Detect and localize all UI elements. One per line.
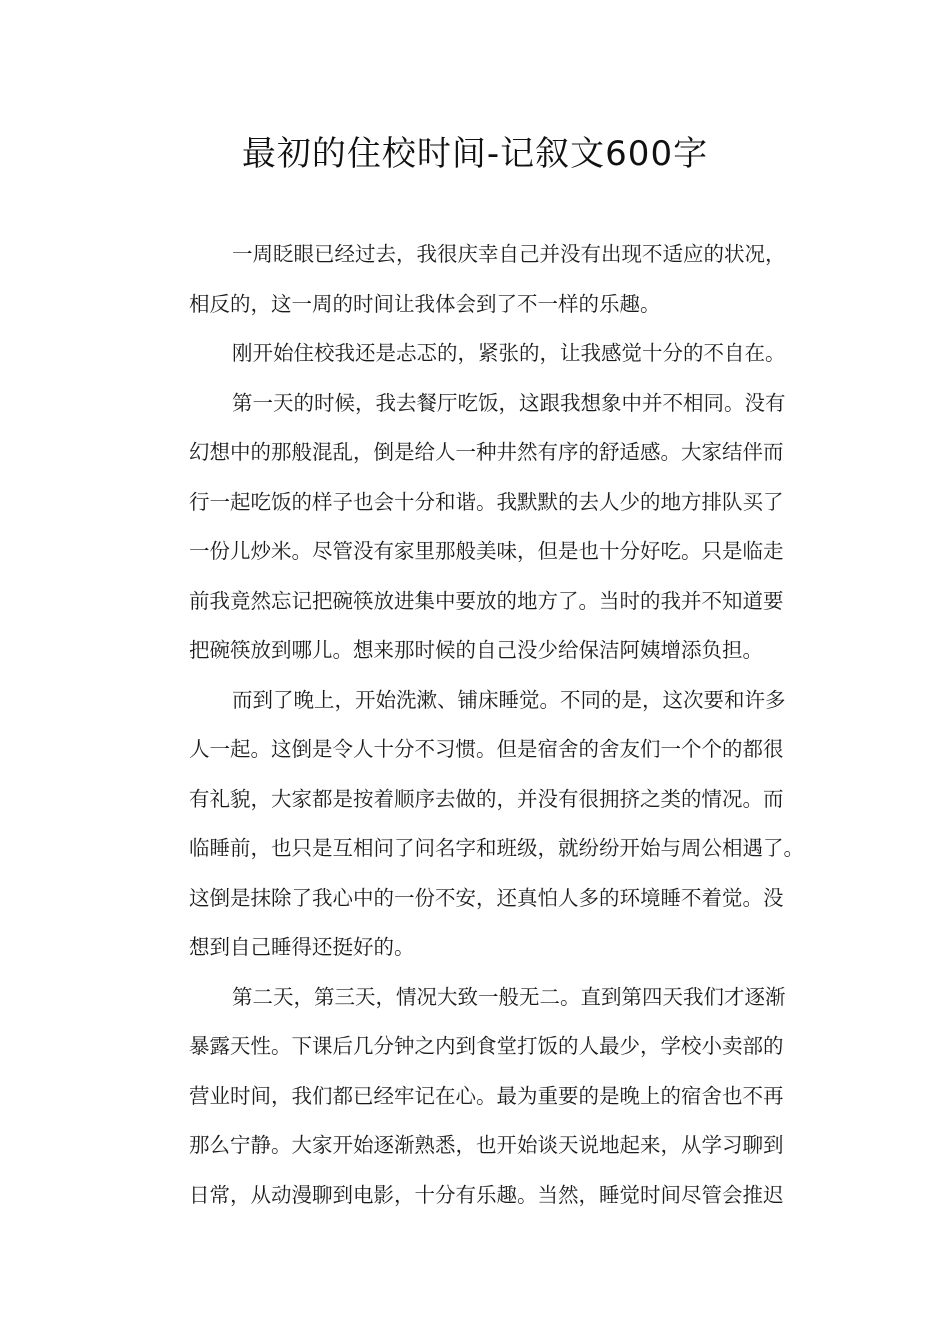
paragraph-line: 暴露天性。下课后几分钟之内到食堂打饭的人最少，学校小卖部的 [189,1034,784,1058]
paragraph-line: 人一起。这倒是令人十分不习惯。但是宿舍的舍友们一个个的都很 [189,737,784,761]
paragraph-line: 前我竟然忘记把碗筷放进集中要放的地方了。当时的我并不知道要 [189,588,784,613]
paragraph-line: 这倒是抹除了我心中的一份不安，还真怕人多的环境睡不着觉。没 [189,885,784,910]
paragraph-line: 第一天的时候，我去餐厅吃饭，这跟我想象中并不相同。没有 [232,390,786,415]
paragraph-line: 行一起吃饭的样子也会十分和谐。我默默的去人少的地方排队买了 [189,489,784,514]
paragraph-line: 临睡前，也只是互相问了问名字和班级，就纷纷开始与周公相遇了。 [189,836,804,860]
paragraph-line: 第二天，第三天，情况大致一般无二。直到第四天我们才逐渐 [232,984,786,1009]
paragraph-line: 想到自己睡得还挺好的。 [189,935,415,959]
paragraph-4 [146,676,806,973]
paragraph-5 [146,973,806,1221]
paragraph-1 [146,230,806,329]
paragraph-line: 有礼貌，大家都是按着顺序去做的，并没有很拥挤之类的情况。而 [189,786,784,811]
paragraph-line: 那么宁静。大家开始逐渐熟悉，也开始谈天说地起来，从学习聊到 [189,1133,784,1157]
paragraph-line: 幻想中的那般混乱，倒是给人一种井然有序的舒适感。大家结伴而 [189,440,784,464]
paragraph-line: 把碗筷放到哪儿。想来那时候的自己没少给保洁阿姨增添负担。 [189,638,763,662]
document-title: 最初的住校时间-记叙文600字 [241,134,709,174]
paragraph-line: 相反的，这一周的时间让我体会到了不一样的乐趣。 [189,291,661,316]
paragraph-line: 刚开始住校我还是忐忑的，紧张的，让我感觉十分的不自在。 [232,341,786,365]
paragraph-2 [146,329,806,379]
paragraph-line: 营业时间，我们都已经牢记在心。最为重要的是晚上的宿舍也不再 [189,1083,784,1108]
paragraph-line: 日常，从动漫聊到电影，十分有乐趣。当然，睡觉时间尽管会推迟 [189,1182,784,1207]
paragraph-line: 而到了晚上，开始洗漱、铺床睡觉。不同的是，这次要和许多 [232,687,786,712]
paragraph-line: 一周眨眼已经过去，我很庆幸自己并没有出现不适应的状况， [232,242,786,266]
paragraph-line: 一份儿炒米。尽管没有家里那般美味，但是也十分好吃。只是临走 [189,539,784,563]
document-body [146,230,806,1220]
paragraph-3 [146,379,806,676]
